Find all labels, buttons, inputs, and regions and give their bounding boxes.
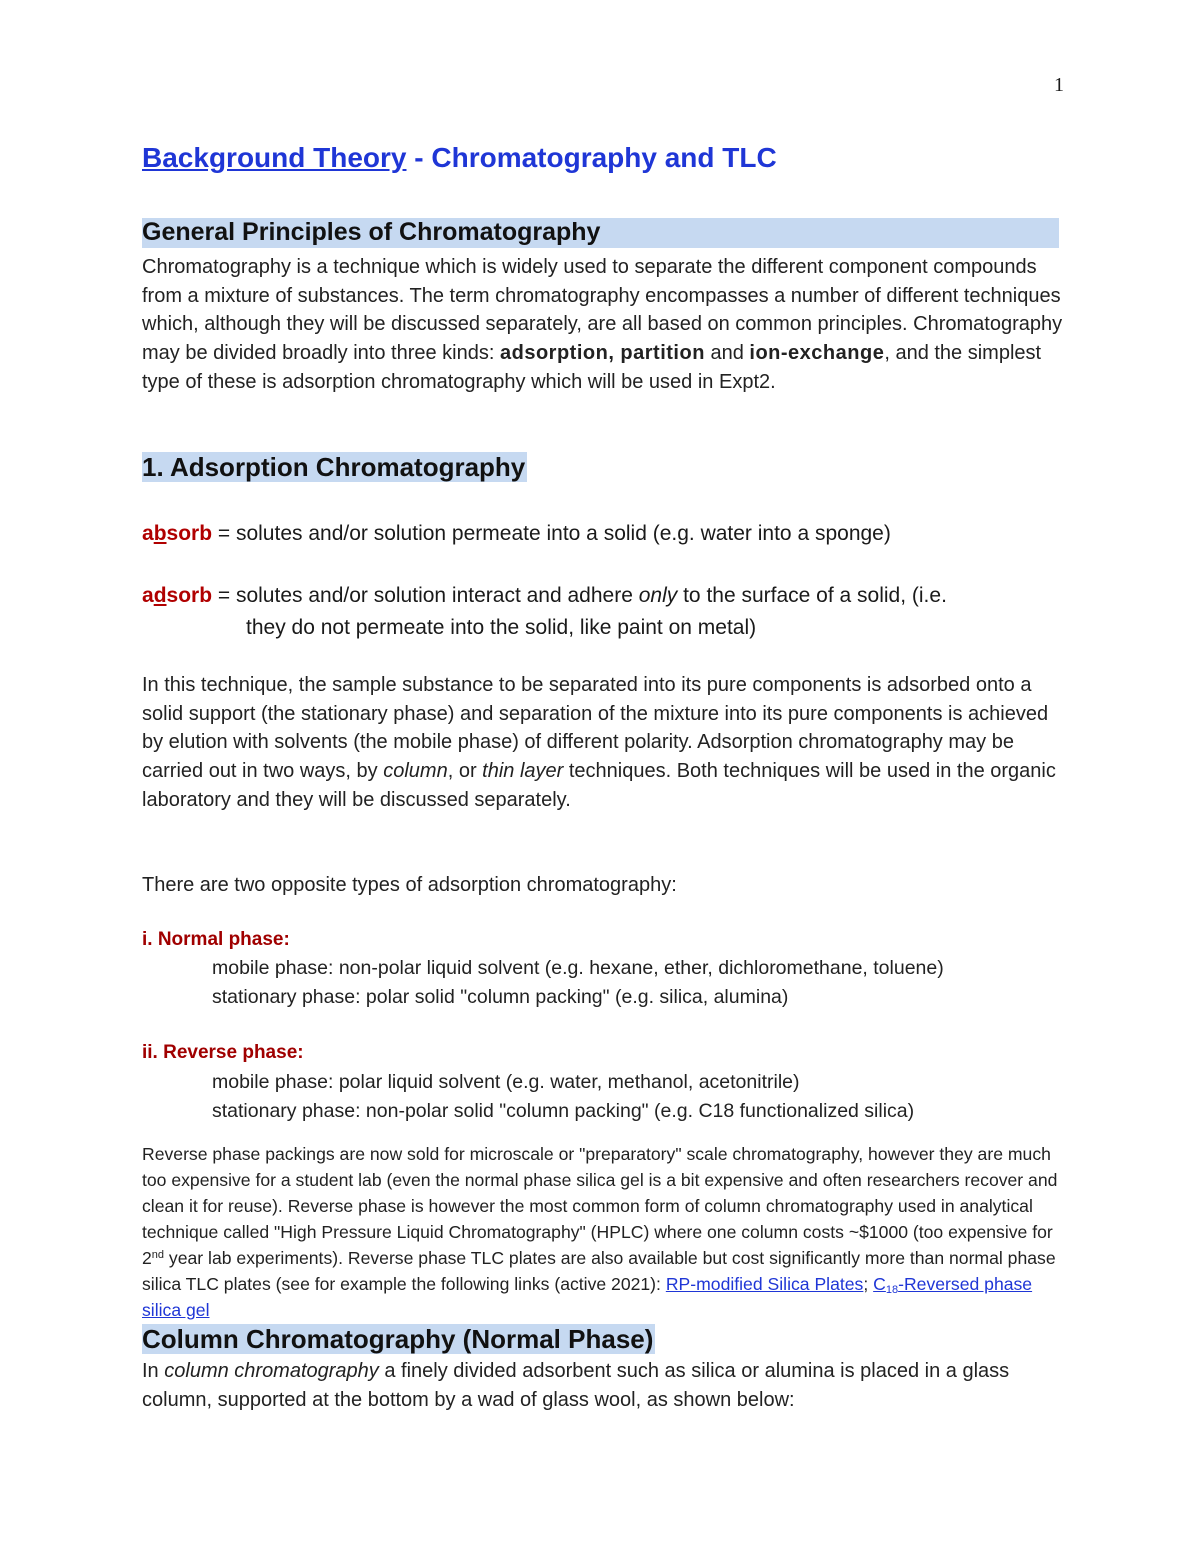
- normal-stationary-phase: stationary phase: polar solid "column packing" (e.g. silica, alumina): [212, 986, 789, 1008]
- reverse-phase-label: ii. Reverse phase:: [142, 1042, 304, 1063]
- adsorption-heading-text: 1. Adsorption Chromatography: [142, 452, 526, 482]
- column-chromatography-paragraph: [142, 1357, 1072, 1414]
- reverse-text-b: year lab experiments). Reverse phase TLC plates are also available but cost significantly more than normal phase silica TLC plates (see for example the following links (active 2021):: [142, 1248, 1056, 1294]
- technique-text-a: In this technique, the sample substance to be separated into its pure components is adsorbed onto a solid support (the stationary phase) and separation of the mixture into its pure components is achieved by elution with solvents (the mobile phase) of different polarity. Adsorption chromatography may be carried out in two ways, by: [142, 674, 1049, 783]
- general-principles-paragraph: [142, 253, 1072, 397]
- technique-text-c: techniques. Both techniques will be used in the organic laboratory and they will be discussed separately.: [142, 760, 1056, 811]
- general-principles-heading: General Principles of Chromatography: [142, 218, 601, 246]
- adsorb-def-text-a: = solutes and/or solution interact and adhere: [212, 584, 639, 607]
- technique-thin-layer-italic: thin layer: [482, 760, 564, 783]
- technique-paragraph: [142, 671, 1072, 815]
- normal-phase-label: i. Normal phase:: [142, 929, 290, 950]
- ordinal-superscript: nd: [151, 1249, 165, 1261]
- reverse-phase-paragraph: [142, 1141, 1072, 1323]
- technique-column-italic: column: [383, 760, 448, 783]
- kind-adsorption-partition: adsorption, partition: [499, 342, 705, 365]
- opposite-types-paragraph: There are two opposite types of adsorption chromatography:: [142, 874, 677, 896]
- reverse-mobile-phase: mobile phase: polar liquid solvent (e.g. water, methanol, acetonitrile): [212, 1071, 800, 1093]
- title-link[interactable]: Background Theory: [142, 142, 407, 173]
- adsorb-only-italic: only: [638, 584, 678, 607]
- adsorb-def-continuation: they do not permeate into the solid, like paint on metal): [246, 616, 757, 639]
- reverse-text-a: Reverse phase packings are now sold for microscale or "preparatory" scale chromatography, however they are much too expensive for a student lab (even the normal phase silica gel is a bit expensive and often researchers recover and clean it for reuse). Reverse phase is however the most common form of column chromatography used in analytical technique called "High Pressure Liquid Chromatography" (HPLC) where one column costs ~$1000 (too expensive for 2: [142, 1144, 1058, 1268]
- column-chromatography-heading: [142, 1324, 655, 1355]
- reverse-stationary-phase: stationary phase: non-polar solid "column packing" (e.g. C18 functionalized silica): [212, 1100, 915, 1122]
- general-text-b: and: [704, 342, 750, 365]
- general-text-c: , and the simplest type of these is adsorption chromatography which will be used in Expt2.: [142, 342, 1042, 393]
- absorb-def-text: = solutes and/or solution permeate into a solid (e.g. water into a sponge): [212, 522, 891, 545]
- adsorb-term: adsorb: [142, 584, 213, 607]
- normal-mobile-phase: mobile phase: non-polar liquid solvent (e.g. hexane, ether, dichloromethane, toluene): [212, 957, 944, 979]
- column-heading-text: Column Chromatography (Normal Phase): [142, 1324, 654, 1354]
- kind-ion-exchange: ion-exchange: [749, 342, 885, 365]
- document-title: [142, 142, 777, 174]
- general-text-a: Chromatography is a technique which is widely used to separate the different component compounds from a mixture of substances. The term chromatography encompasses a number of different techniques which, although they will be discussed separately, are all based on common principles. Chromatography may be divided broadly into three kinds:: [142, 256, 1063, 365]
- absorb-definition: [142, 518, 1082, 550]
- adsorb-definition: [142, 580, 1082, 644]
- technique-text-b: , or: [447, 760, 483, 783]
- column-text-b: a finely divided adsorbent such as silica or alumina is placed in a glass column, supported at the bottom by a wad of glass wool, as shown below:: [142, 1360, 1010, 1411]
- column-text-a: In: [142, 1360, 165, 1382]
- absorb-term: absorb: [142, 522, 213, 545]
- rp-silica-plates-link[interactable]: RP-modified Silica Plates: [665, 1274, 864, 1294]
- adsorption-heading: [142, 452, 527, 483]
- c18-silica-gel-link[interactable]: $C_{18}$-Reversed phase silica gel: [142, 1274, 1033, 1320]
- link-separator: ;: [863, 1274, 874, 1294]
- title-rest: - Chromatography and TLC: [406, 142, 777, 173]
- adsorb-def-text-b: to the surface of a solid, (i.e.: [677, 584, 947, 607]
- page-number: 1: [1054, 74, 1064, 96]
- column-italic: column chromatography: [164, 1360, 379, 1382]
